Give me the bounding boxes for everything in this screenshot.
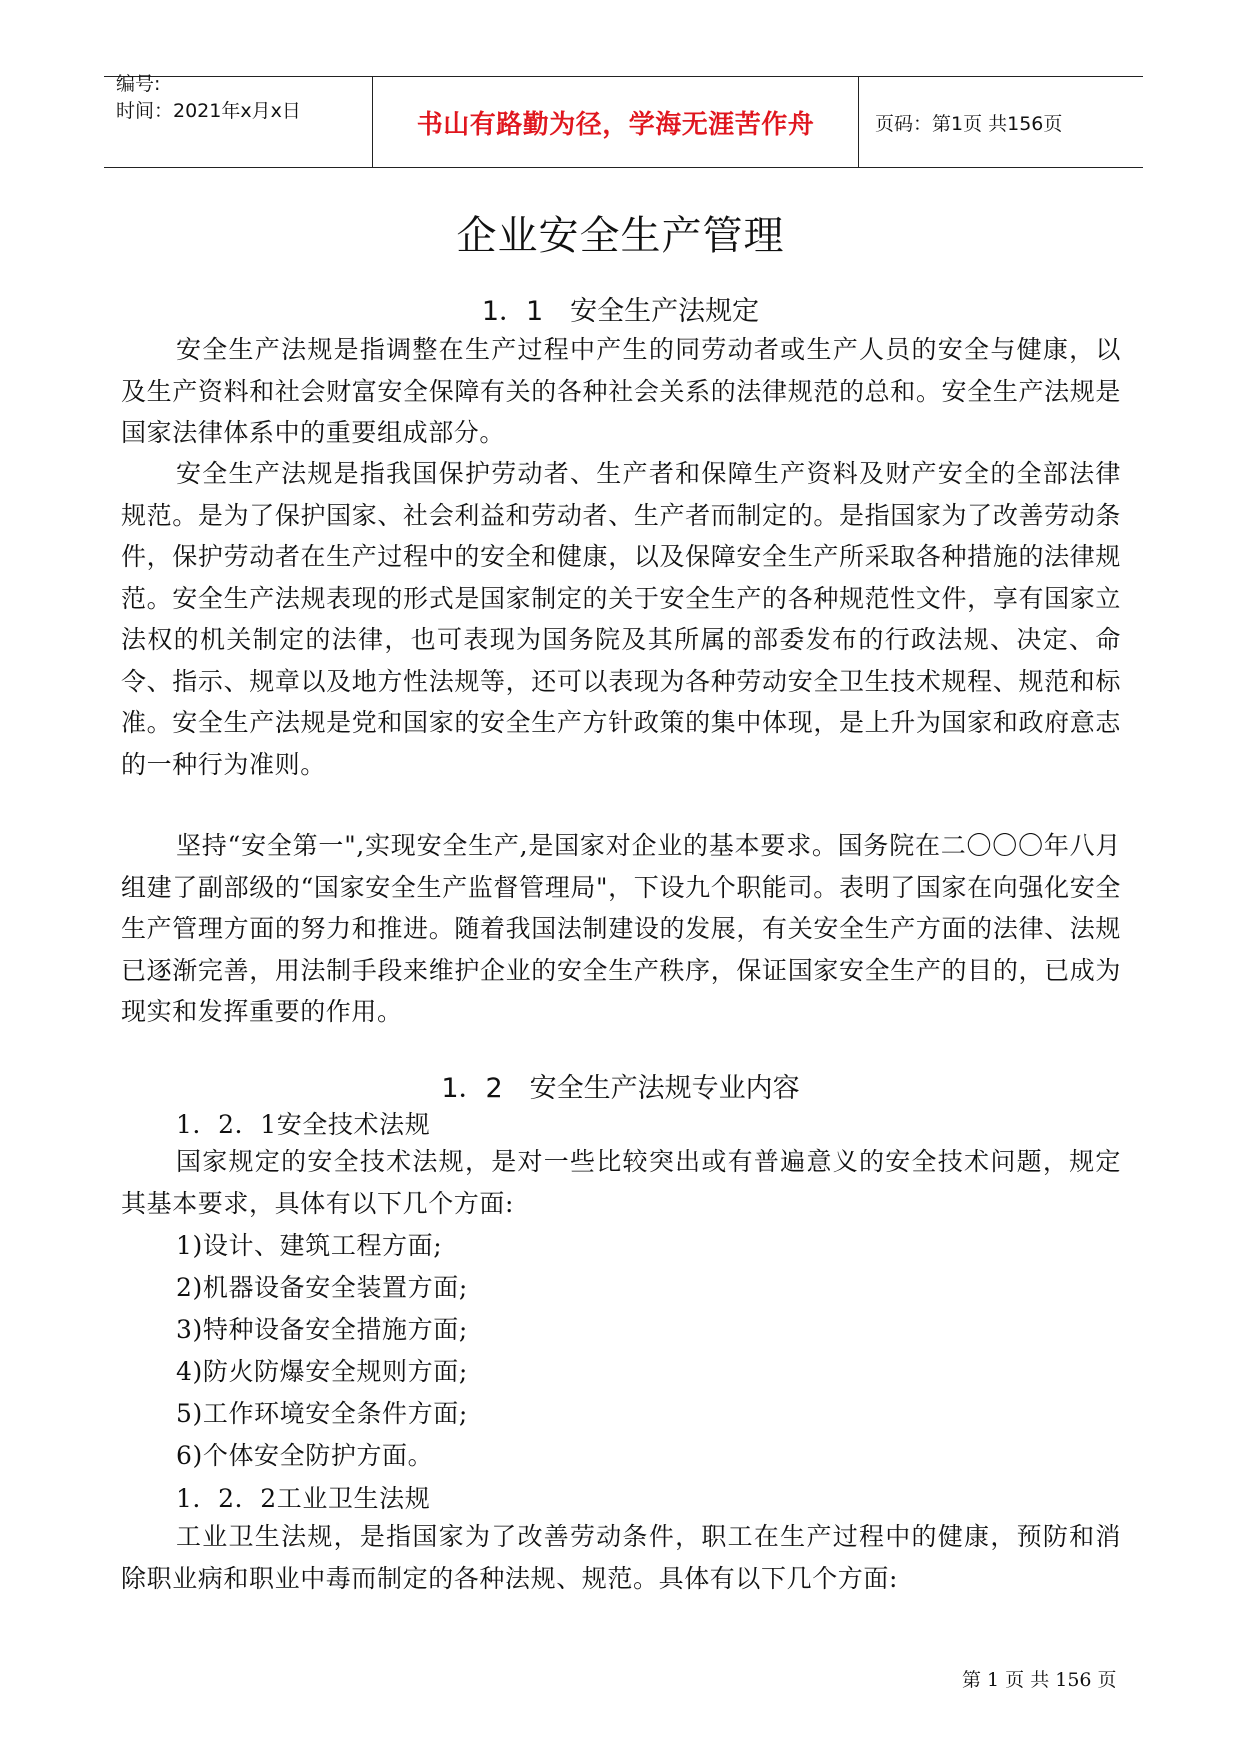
header-page-info: 页码：第1页 共156页 [875,112,1063,135]
subsection-intro-1-2-2: 工业卫生法规，是指国家为了改善劳动条件，职工在生产过程中的健康，预防和消除职业病和职业中毒而制定的各种法规、规范。具体有以下几个方面: [121,1522,1121,1593]
paragraph-2: 安全生产法规是指我国保护劳动者、生产者和保障生产资料及财产安全的全部法律规范。是为了保护国家、社会利益和劳动者、生产者而制定的。是指国家为了改善劳动条件，保护劳动者在生产过程中的安全和健康，以及保障安全生产所采取各种措施的法律规范。安全生产法规表现的形式是国家制定的关于安全生产的各种规范性文件，享有国家立法权的机关制定的法律，也可表现为国务院及其所属的部委发布的行政法规、决定、命令、指示、规章以及地方性法规等，还可以表现为各种劳动安全卫生技术规程、规范和标准。安全生产法规是党和国家的安全生产方针政策的集中体现，是上升为国家和政府意志的一种行为准则。 [121,459,1121,779]
subsection-heading-1-2-2: 1．2．2工业卫生法规 [176,1484,431,1513]
document-time-label: 时间：2021年x月x日 [116,100,301,122]
subsection-intro-1-2-1: 国家规定的安全技术法规，是对一些比较突出或有普遍意义的安全技术问题，规定其基本要求，具体有以下几个方面: [121,1147,1121,1218]
list-item: 6)个体安全防护方面。 [176,1441,434,1470]
section-heading-1-2: 1．2 安全生产法规专业内容 [441,1073,800,1104]
section-heading-1-1: 1．1 安全生产法规定 [481,296,760,327]
list-item: 2)机器设备安全装置方面; [176,1273,468,1302]
list-item: 3)特种设备安全措施方面; [176,1315,468,1344]
paragraph-3: 坚持“安全第一",实现安全生产,是国家对企业的基本要求。国务院在二〇〇〇年八月组建了副部级的“国家安全生产监督管理局"，下设九个职能司。表明了国家在向强化安全生产管理方面的努力和推进。随着我国法制建设的发展，有关安全生产方面的法律、法规已逐渐完善，用法制手段来维护企业的安全生产秩序，保证国家安全生产的目的，已成为现实和发挥重要的作用。 [121,831,1121,1026]
list-item: 5)工作环境安全条件方面; [176,1399,468,1428]
header-motto-cell [372,77,859,167]
document-number-label: 编号: [116,73,161,95]
document-header [104,73,1143,168]
list-item: 4)防火防爆安全规则方面; [176,1357,468,1386]
paragraph-1: 安全生产法规是指调整在生产过程中产生的同劳动者或生产人员的安全与健康，以及生产资料和社会财富安全保障有关的各种社会关系的法律规范的总和。安全生产法规是国家法律体系中的重要组成部分。 [121,335,1121,447]
header-meta-cell [104,73,372,167]
header-page-cell [859,77,1143,167]
subsection-heading-1-2-1: 1．2．1安全技术法规 [176,1110,431,1139]
document-title: 企业安全生产管理 [456,213,785,259]
header-motto: 书山有路勤为径，学海无涯苦作舟 [416,109,815,140]
list-item: 1)设计、建筑工程方面; [176,1231,443,1260]
page-footer: 第 1 页 共 156 页 [962,1669,1117,1691]
